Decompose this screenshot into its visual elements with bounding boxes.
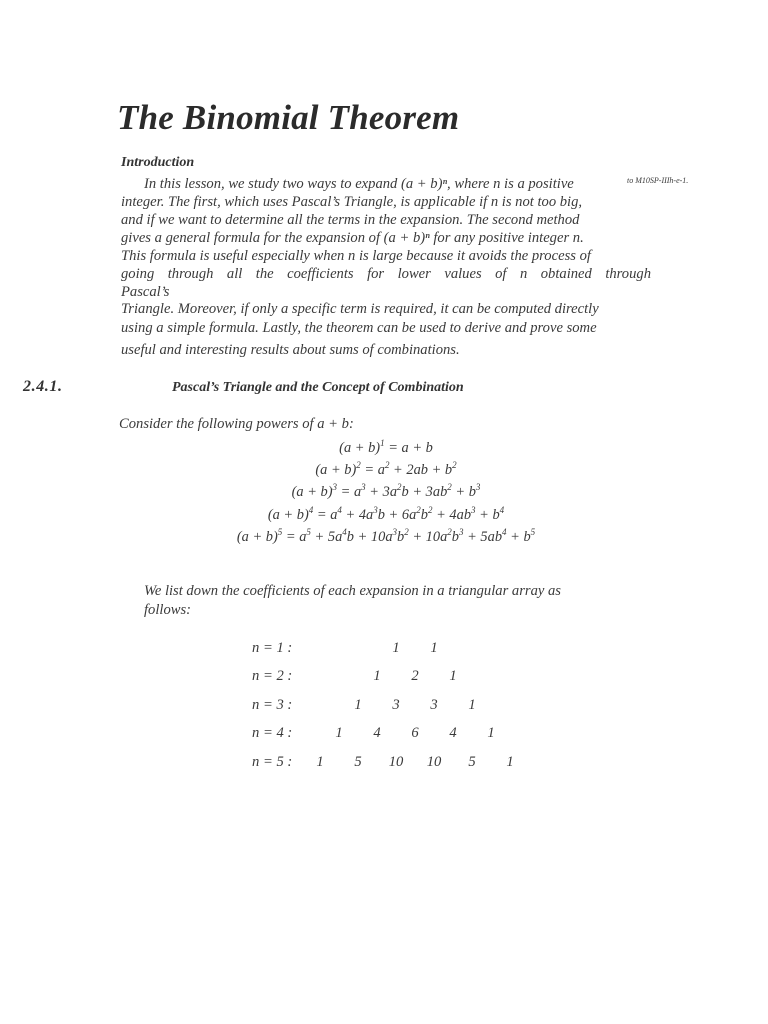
triangle-coefficient: 1	[373, 668, 381, 684]
triangle-coefficient: 4	[449, 725, 457, 741]
triangle-coefficient: 1	[449, 668, 457, 684]
triangle-coefficient: 1	[392, 640, 400, 656]
triangle-row-label: n = 4 :	[252, 725, 293, 741]
page-title: The Binomial Theorem	[117, 98, 460, 137]
list-intro-line: follows:	[144, 602, 192, 618]
triangle-coefficient: 1	[316, 754, 324, 770]
triangle-row-label: n = 5 :	[252, 754, 293, 770]
section-number: 2.4.1.	[23, 378, 63, 395]
triangle-coefficient: 1	[354, 697, 362, 713]
binomial-expansion-1: $(a + b)^1 = a + b$	[339, 438, 433, 456]
consider-text: Consider the following powers of a + b:	[119, 416, 354, 432]
triangle-coefficient: 4	[373, 725, 381, 741]
intro-line: In this lesson, we study two ways to expand (a + b)ⁿ, where n is a positive	[144, 176, 574, 192]
triangle-row-label: n = 1 :	[252, 640, 293, 656]
triangle-row-label: n = 2 :	[252, 668, 293, 684]
binomial-expansion-5: $(a + b)^5 = a^5 + 5a^4b + 10a^3b^2 + 10a^2b^3 + 5ab^4 + b^5$	[236, 527, 536, 545]
section-title: Pascal’s Triangle and the Concept of Combination	[172, 380, 464, 395]
triangle-coefficient: 2	[411, 668, 419, 684]
binomial-expansion-4: $(a + b)^4 = a^4 + 4a^3b + 6a^2b^2 + 4ab^3 + b^4$	[267, 505, 505, 523]
intro-line: Triangle. Moreover, if only a specific term is required, it can be computed directly	[121, 301, 599, 317]
triangle-coefficient: 6	[411, 725, 419, 741]
binomial-expansion-3: $(a + b)^3 = a^3 + 3a^2b + 3ab^2 + b^3$	[291, 482, 481, 500]
triangle-coefficient: 1	[506, 754, 514, 770]
triangle-coefficient: 1	[468, 697, 476, 713]
intro-line: This formula is useful especially when n is large because it avoids the process of	[121, 248, 591, 264]
intro-line: gives a general formula for the expansion of (a + b)ⁿ for any positive integer n.	[121, 230, 584, 246]
intro-line: and if we want to determine all the terms in the expansion. The second method	[121, 212, 580, 228]
triangle-coefficient: 10	[426, 754, 442, 770]
triangle-coefficient: 1	[487, 725, 495, 741]
triangle-coefficient: 3	[430, 697, 438, 713]
intro-line: useful and interesting results about sums of combinations.	[121, 342, 460, 358]
triangle-row-label: n = 3 :	[252, 697, 293, 713]
introduction-heading: Introduction	[121, 155, 195, 170]
intro-line: using a simple formula. Lastly, the theorem can be used to derive and prove some	[121, 320, 597, 336]
intro-line: Pascal’s	[121, 284, 170, 300]
triangle-coefficient: 3	[392, 697, 400, 713]
triangle-coefficient: 5	[468, 754, 476, 770]
intro-line: going through all the coefficients for lower values of n obtained through	[121, 266, 651, 282]
binomial-expansion-2: $(a + b)^2 = a^2 + 2ab + b^2$	[315, 460, 457, 478]
list-intro-line: We list down the coefficients of each expansion in a triangular array as	[144, 583, 561, 599]
triangle-coefficient: 5	[354, 754, 362, 770]
intro-line: integer. The first, which uses Pascal’s Triangle, is applicable if n is not too big,	[121, 194, 583, 210]
triangle-coefficient: 10	[388, 754, 404, 770]
triangle-coefficient: 1	[430, 640, 438, 656]
triangle-coefficient: 1	[335, 725, 343, 741]
competency-tag: to M10SP-IIIh-e-1.	[627, 176, 689, 185]
